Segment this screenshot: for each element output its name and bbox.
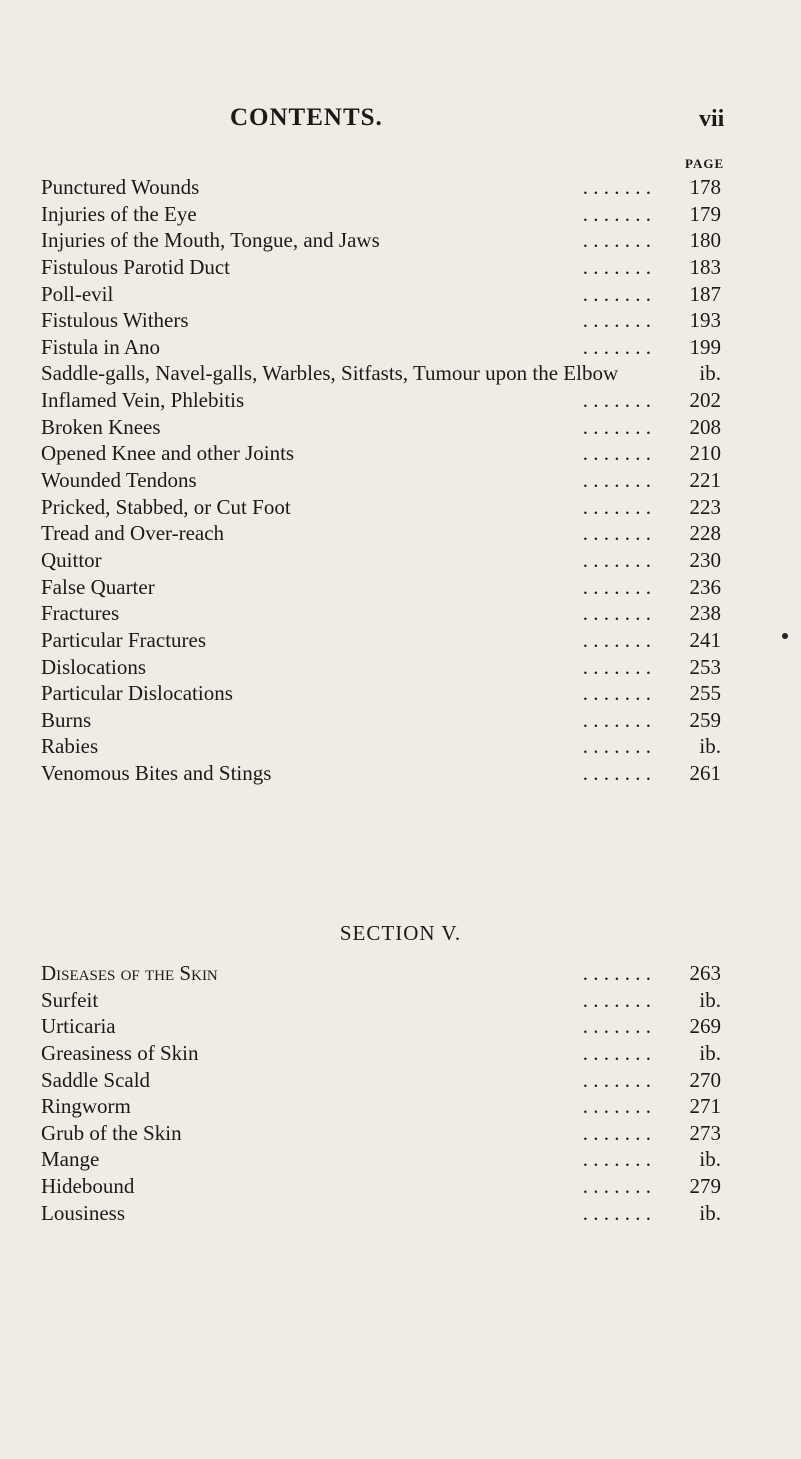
toc-entry-page: 210 (689, 441, 721, 466)
dot-leader: . . . . . . . (582, 681, 651, 706)
toc-entry-title: Hidebound (41, 1174, 135, 1199)
toc-entry-page: ib. (699, 1147, 721, 1172)
dot-leader: . . . . . . . (582, 521, 651, 546)
toc-entry (41, 547, 721, 574)
dot-leader: . . . . . . . (582, 494, 651, 519)
toc-entry-title: Fistulous Withers (41, 308, 189, 333)
dot-leader: . . . . . . . (582, 201, 651, 226)
toc-entry (41, 1146, 721, 1173)
toc-entry-page: 238 (689, 601, 721, 626)
toc-entry-title: Greasiness of Skin (41, 1040, 199, 1065)
toc-entry (41, 201, 721, 228)
toc-entry-page: ib. (699, 1200, 721, 1225)
toc-entry-page: 241 (689, 627, 721, 652)
toc-entry-title: Fistulous Parotid Duct (41, 254, 231, 279)
toc-entry-title: Mange (41, 1147, 100, 1172)
toc-entry (41, 334, 721, 361)
toc-entry (41, 440, 721, 467)
toc-entry-page: 223 (689, 494, 721, 519)
toc-entry-page: ib. (699, 987, 721, 1012)
dot-leader: . . . . . . . (582, 388, 651, 413)
toc-entry-page: 221 (689, 468, 721, 493)
toc-entry-page: 273 (689, 1120, 721, 1145)
toc-entry-title: Injuries of the Eye (41, 201, 197, 226)
dot-leader: . . . . . . . (582, 1014, 651, 1039)
toc-entry (41, 281, 721, 308)
dot-leader: . . . . . . . (582, 175, 651, 199)
toc-entry-title: Quittor (41, 547, 102, 572)
page-header (0, 104, 801, 138)
toc-entry (41, 1093, 721, 1120)
section-heading: SECTION V. (339, 921, 462, 945)
toc-entry-title: Pricked, Stabbed, or Cut Foot (41, 494, 291, 519)
toc-entry (41, 414, 721, 441)
toc-entry-title: Urticaria (41, 1014, 116, 1039)
dot-leader: . . . . . . . (582, 761, 651, 786)
dot-leader: . . . . . . . (582, 468, 651, 493)
toc-entry-page: 279 (689, 1174, 721, 1199)
toc-entry (41, 227, 721, 254)
toc-entry-title: Opened Knee and other Joints (41, 441, 295, 466)
dot-leader: . . . . . . . (582, 707, 651, 732)
toc-entry-page: 179 (689, 201, 721, 226)
toc-entry (41, 733, 721, 760)
toc-entry-title: Saddle-galls, Navel-galls, Warbles, Sitfasts, Tumour upon the Elbow (41, 361, 619, 386)
contents-list-section-iv (41, 174, 721, 787)
dot-leader: . . . . . . . (582, 654, 651, 679)
toc-entry-page: ib. (699, 361, 721, 386)
toc-entry (41, 307, 721, 334)
toc-entry-page: ib. (699, 1040, 721, 1065)
toc-entry (41, 494, 721, 521)
dot-leader: . . . . . . . (582, 1174, 651, 1199)
toc-entry-title: Wounded Tendons (41, 468, 197, 493)
toc-entry-page: 269 (689, 1014, 721, 1039)
toc-entry-title: Diseases of the Skin (41, 961, 218, 985)
toc-entry (41, 520, 721, 547)
toc-entry-title: Rabies (41, 734, 99, 759)
toc-entry-title: Surfeit (41, 987, 99, 1012)
toc-entry (41, 707, 721, 734)
toc-entry-title: Saddle Scald (41, 1067, 151, 1092)
toc-entry-page: 199 (689, 334, 721, 359)
toc-entry-title: Ringworm (41, 1094, 131, 1119)
dot-leader: . . . . . . . (582, 254, 651, 279)
toc-entry (41, 467, 721, 494)
toc-entry-page: 230 (689, 547, 721, 572)
toc-entry-title: Burns (41, 707, 92, 732)
toc-entry-title: Dislocations (41, 654, 146, 679)
dot-leader: . . . . . . . (582, 281, 651, 306)
toc-entry (41, 360, 721, 387)
dot-leader: . . . . . . . (582, 1120, 651, 1145)
dot-leader: . . . . . . . (582, 1094, 651, 1119)
dot-leader: . . . . . . . (582, 228, 651, 253)
toc-entry (41, 680, 721, 707)
toc-entry-title: False Quarter (41, 574, 155, 599)
toc-entry (41, 574, 721, 601)
toc-entry-page: 228 (689, 521, 721, 546)
toc-entry-page: 263 (689, 961, 721, 985)
toc-entry (41, 387, 721, 414)
toc-entry (41, 174, 721, 201)
toc-entry-page: 208 (689, 414, 721, 439)
dot-leader: . . . . . . . (582, 414, 651, 439)
dot-leader: . . . . . . . (582, 441, 651, 466)
toc-entry-title: Poll-evil (41, 281, 114, 306)
toc-entry-page: 259 (689, 707, 721, 732)
toc-entry-title: Inflamed Vein, Phlebitis (41, 388, 245, 413)
toc-entry-page: 236 (689, 574, 721, 599)
toc-entry-title: Lousiness (41, 1200, 125, 1225)
folio: vii (699, 106, 725, 132)
toc-entry (41, 987, 721, 1014)
toc-entry (41, 1120, 721, 1147)
contents-list-section-v (41, 960, 721, 1226)
toc-entry-page: 187 (689, 281, 721, 306)
toc-entry (41, 1200, 721, 1227)
dot-leader: . . . . . . . (582, 574, 651, 599)
dot-leader: . . . . . . . (582, 1040, 651, 1065)
toc-entry-page: 178 (689, 175, 721, 199)
toc-entry-page: 253 (689, 654, 721, 679)
toc-entry-title: Grub of the Skin (41, 1120, 182, 1145)
toc-entry-page: 270 (689, 1067, 721, 1092)
toc-entry-title: Tread and Over-reach (41, 521, 225, 546)
toc-entry-title: Punctured Wounds (41, 175, 200, 199)
toc-entry-page: 193 (689, 308, 721, 333)
toc-entry-page: ib. (699, 734, 721, 759)
toc-entry-title: Fistula in Ano (41, 334, 161, 359)
toc-entry-page: 271 (689, 1094, 721, 1119)
toc-entry (41, 1067, 721, 1094)
toc-entry-title: Particular Dislocations (41, 681, 233, 706)
toc-entry (41, 254, 721, 281)
toc-entry (41, 1040, 721, 1067)
dot-leader: . . . . . . . (582, 308, 651, 333)
toc-entry-page: 255 (689, 681, 721, 706)
toc-entry (41, 627, 721, 654)
dot-leader: . . . . . . . (582, 1147, 651, 1172)
toc-entry (41, 600, 721, 627)
dot-leader: . . . . . . . (582, 334, 651, 359)
toc-entry-title: Particular Fractures (41, 627, 207, 652)
toc-entry (41, 960, 721, 987)
dot-leader: . . . . . . . (582, 601, 651, 626)
running-title: CONTENTS. (230, 104, 383, 131)
toc-entry (41, 1013, 721, 1040)
dot-leader: . . . . . . . (582, 547, 651, 572)
dot-leader: . . . . . . . (582, 961, 651, 985)
dot-leader: . . . . . . . (582, 627, 651, 652)
dot-leader: . . . . . . . (582, 987, 651, 1012)
page-column-label: PAGE (685, 156, 725, 171)
ink-speck (782, 633, 788, 639)
toc-entry-page: 183 (689, 254, 721, 279)
toc-entry-page: 202 (689, 388, 721, 413)
toc-entry-page: 180 (689, 228, 721, 253)
toc-entry-title: Broken Knees (41, 414, 161, 439)
toc-entry (41, 654, 721, 681)
dot-leader: . . . . . . . (582, 1067, 651, 1092)
toc-entry-title: Fractures (41, 601, 120, 626)
dot-leader: . . . . . . . (582, 1200, 651, 1225)
dot-leader: . . . . . . . (582, 734, 651, 759)
toc-entry (41, 760, 721, 787)
toc-entry-title: Injuries of the Mouth, Tongue, and Jaws (41, 228, 380, 253)
toc-entry (41, 1173, 721, 1200)
toc-entry-page: 261 (689, 761, 721, 786)
toc-entry-title: Venomous Bites and Stings (41, 761, 272, 786)
